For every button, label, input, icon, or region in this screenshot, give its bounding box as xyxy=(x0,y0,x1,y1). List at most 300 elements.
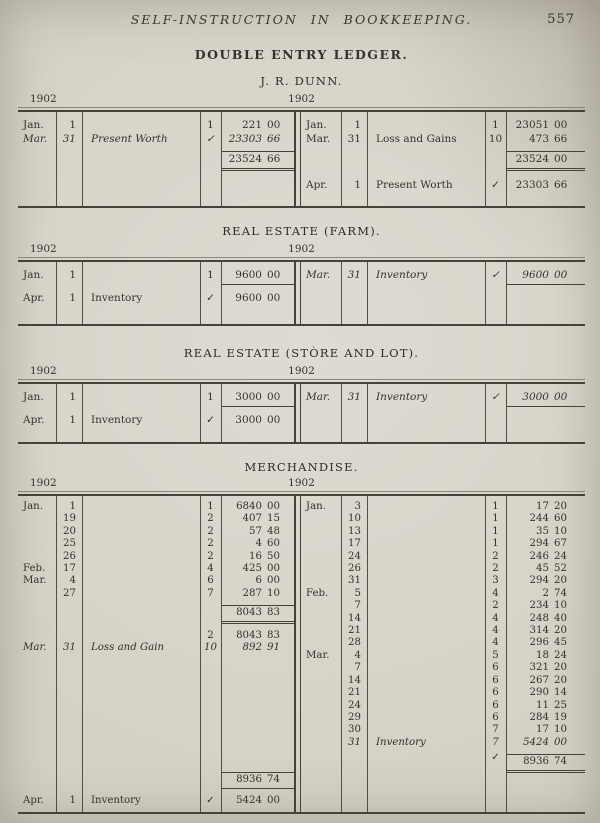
account-section-jr-dunn xyxy=(18,74,585,210)
amount-dollars: 5424 xyxy=(236,794,262,806)
amount-dollars: 3000 xyxy=(522,391,549,403)
amount-dollars: 17 xyxy=(536,724,549,736)
month-cell xyxy=(301,700,341,712)
account-title: MERCHANDISE. xyxy=(244,460,359,474)
day-cell: 3 xyxy=(354,501,361,512)
vertical-rule xyxy=(56,384,57,442)
amount-dollars: 221 xyxy=(241,119,262,131)
day-cell xyxy=(56,149,82,172)
day-cell: 10 xyxy=(348,513,361,525)
folio-cell: ✓ xyxy=(206,413,215,426)
description-cell xyxy=(367,700,485,712)
folio-cell: 10 xyxy=(488,132,503,145)
amount-dollars: 35 xyxy=(536,525,549,537)
amount-dollars: 284 xyxy=(529,711,549,723)
ledger-body xyxy=(18,262,585,324)
amount-cents: 00 xyxy=(267,291,281,304)
month-cell: Jan. xyxy=(23,269,44,281)
day-cell: 4 xyxy=(354,649,361,661)
day-cell xyxy=(341,149,367,172)
amount-cell xyxy=(506,662,585,674)
vertical-rule xyxy=(221,112,222,206)
credit-rows xyxy=(301,384,585,407)
description-cell xyxy=(367,575,485,587)
month-cell xyxy=(18,551,56,563)
description-cell: Loss and Gain xyxy=(91,642,165,654)
amount-cents: 20 xyxy=(554,625,567,637)
amount-dollars: 3000 xyxy=(235,413,262,426)
amount-dollars: 9600 xyxy=(235,291,262,304)
ledger-row xyxy=(18,588,294,600)
ledger-row xyxy=(18,269,294,285)
month-cell: Apr. xyxy=(23,794,44,806)
description-cell xyxy=(367,538,485,550)
year-label-center: 1902 xyxy=(288,365,315,377)
ledger-row xyxy=(301,133,585,147)
description-cell xyxy=(367,513,485,525)
amount-dollars: 892 xyxy=(242,642,262,654)
amount-cents: 74 xyxy=(554,756,567,768)
day-cell: 13 xyxy=(348,525,361,537)
center-double-rule xyxy=(294,384,301,442)
vertical-rule xyxy=(485,496,486,812)
folio-cell: 4 xyxy=(207,563,214,575)
amount-cell xyxy=(221,575,294,587)
folio-cell: 2 xyxy=(207,629,214,641)
account-title: REAL ESTATE (STÒRE AND LOT). xyxy=(183,346,420,360)
credit-side xyxy=(301,262,585,324)
description-cell xyxy=(82,149,200,172)
amount-cell xyxy=(506,700,585,712)
month-cell xyxy=(18,603,56,624)
description-cell xyxy=(82,551,200,563)
ledger-row xyxy=(301,650,585,662)
amount-cents: 00 xyxy=(554,153,568,165)
amount-cents: 00 xyxy=(554,391,568,403)
center-double-rule xyxy=(294,112,301,206)
amount-cents: 48 xyxy=(267,525,280,537)
amount-cell xyxy=(221,513,294,525)
ledger-row xyxy=(301,600,585,612)
amount-cents: 00 xyxy=(267,269,281,281)
folio-cell: 2 xyxy=(207,513,214,525)
amount-cents: 24 xyxy=(554,649,567,661)
description-cell xyxy=(82,119,200,133)
amount-dollars: 9600 xyxy=(522,269,549,281)
description-cell xyxy=(82,588,200,600)
year-row xyxy=(18,477,585,490)
day-cell: 1 xyxy=(69,269,76,281)
amount-dollars: 4 xyxy=(255,538,262,550)
amount-dollars: 23524 xyxy=(228,153,262,165)
month-cell xyxy=(18,538,56,550)
month-cell xyxy=(301,712,341,724)
month-cell xyxy=(301,675,341,687)
ledger-row xyxy=(301,712,585,724)
credit-side xyxy=(301,496,585,812)
amount-cents: 00 xyxy=(267,794,280,806)
folio-cell xyxy=(200,603,221,624)
amount-cents: 60 xyxy=(267,538,280,550)
amount-cell xyxy=(221,414,294,428)
amount-cents: 00 xyxy=(554,269,568,281)
credit-rows xyxy=(301,496,585,774)
debit-rows xyxy=(18,262,294,305)
vertical-rule xyxy=(341,262,342,324)
year-label-left: 1902 xyxy=(30,477,57,489)
description-cell xyxy=(367,662,485,674)
amount-cell xyxy=(221,501,294,513)
vertical-rule xyxy=(506,384,507,442)
ledger-row xyxy=(301,613,585,625)
day-cell: 21 xyxy=(348,625,361,637)
folio-cell: ✓ xyxy=(491,269,500,281)
amount-cell xyxy=(506,724,585,736)
month-cell: Jan. xyxy=(306,119,327,131)
folio-cell: 4 xyxy=(492,637,499,649)
folio-cell: ✓ xyxy=(491,178,500,191)
ledger-row xyxy=(301,637,585,649)
amount-cell xyxy=(506,737,585,749)
folio-cell: 1 xyxy=(492,119,499,131)
day-cell: 31 xyxy=(347,391,361,403)
description-cell xyxy=(367,563,485,575)
amount-dollars: 5424 xyxy=(523,736,549,748)
ledger-row xyxy=(18,149,294,172)
vertical-rule xyxy=(200,496,201,812)
month-cell: Mar. xyxy=(23,642,47,654)
amount-dollars: 314 xyxy=(529,625,549,637)
month-cell xyxy=(18,526,56,538)
year-label-center: 1902 xyxy=(288,477,315,489)
ledger-row xyxy=(301,551,585,563)
day-cell: 31 xyxy=(62,132,76,145)
amount-cell xyxy=(506,754,585,772)
amount-dollars: 6 xyxy=(255,575,262,587)
folio-cell: 1 xyxy=(492,501,499,512)
vertical-rule xyxy=(506,112,507,206)
amount-cell xyxy=(506,151,585,171)
amount-dollars: 407 xyxy=(242,513,262,525)
amount-cents: 15 xyxy=(267,513,280,525)
vertical-rule xyxy=(485,384,486,442)
amount-dollars: 23303 xyxy=(515,178,549,191)
amount-cents: 20 xyxy=(554,662,567,674)
month-cell xyxy=(301,600,341,612)
account-title: REAL ESTATE (FARM). xyxy=(222,224,381,238)
amount-dollars: 8936 xyxy=(523,756,549,768)
ledger-row xyxy=(18,630,294,642)
month-cell xyxy=(18,588,56,600)
vertical-rule xyxy=(56,112,57,206)
day-cell: 1 xyxy=(69,794,76,806)
folio-cell: 7 xyxy=(207,587,214,599)
account-section-merchandise xyxy=(18,460,585,816)
vertical-rule xyxy=(200,112,201,206)
credit-side xyxy=(301,384,585,442)
description-cell: Inventory xyxy=(91,291,143,304)
folio-cell: 4 xyxy=(492,587,499,599)
day-cell: 1 xyxy=(69,413,76,426)
amount-cents: 00 xyxy=(267,575,280,587)
amount-cents: 00 xyxy=(554,119,568,131)
amount-dollars: 11 xyxy=(536,699,549,711)
amount-cell xyxy=(221,563,294,575)
folio-cell: 6 xyxy=(492,711,499,723)
day-cell: 19 xyxy=(63,513,76,525)
ledger-row xyxy=(301,391,585,407)
amount-dollars: 8043 xyxy=(236,607,262,619)
month-cell: Mar. xyxy=(306,132,331,145)
amount-dollars: 234 xyxy=(529,600,549,612)
month-cell xyxy=(18,630,56,642)
amount-cell xyxy=(506,600,585,612)
month-cell: Jan. xyxy=(23,119,44,131)
running-head-row xyxy=(18,12,585,29)
description-cell xyxy=(367,724,485,736)
description-cell xyxy=(367,712,485,724)
description-cell xyxy=(82,770,200,788)
ledger-row xyxy=(301,538,585,550)
debit-side xyxy=(18,496,294,812)
amount-cents: 10 xyxy=(267,587,280,599)
folio-cell: ✓ xyxy=(491,752,500,764)
month-cell: Mar. xyxy=(306,649,330,661)
description-cell xyxy=(82,501,200,513)
amount-cents: 52 xyxy=(554,563,567,575)
amount-dollars: 294 xyxy=(529,538,549,550)
ledger-row xyxy=(18,501,294,513)
day-cell: 24 xyxy=(348,550,361,562)
ledger-row xyxy=(301,513,585,525)
day-cell: 17 xyxy=(348,538,361,550)
folio-cell: 2 xyxy=(207,525,214,537)
ledger-table xyxy=(18,257,585,328)
description-cell xyxy=(367,551,485,563)
ledger-row xyxy=(301,724,585,736)
folio-cell: ✓ xyxy=(206,794,215,806)
description-cell xyxy=(367,501,485,513)
amount-cell xyxy=(506,501,585,513)
debit-rows xyxy=(18,112,294,172)
amount-cell xyxy=(221,605,294,623)
month-cell xyxy=(301,575,341,587)
ledger-row xyxy=(301,700,585,712)
amount-cents: 10 xyxy=(554,600,567,612)
vertical-rule xyxy=(200,384,201,442)
ledger-row xyxy=(18,603,294,624)
amount-cell xyxy=(506,133,585,147)
day-cell: 17 xyxy=(63,563,76,575)
day-cell: 29 xyxy=(348,711,361,723)
vertical-rule xyxy=(341,112,342,206)
vertical-rule xyxy=(82,384,83,442)
month-cell xyxy=(301,513,341,525)
day-cell: 5 xyxy=(354,587,361,599)
month-cell: Apr. xyxy=(23,413,45,426)
description-cell: Inventory xyxy=(376,391,428,403)
debit-side xyxy=(18,384,294,442)
amount-cell xyxy=(221,642,294,654)
day-cell xyxy=(56,603,82,624)
folio-cell: 2 xyxy=(207,538,214,550)
amount-dollars: 8936 xyxy=(236,774,262,786)
amount-cell xyxy=(221,538,294,550)
vertical-rule xyxy=(341,384,342,442)
ledger-body xyxy=(18,496,585,812)
folio-cell: 6 xyxy=(207,575,214,587)
month-cell: Apr. xyxy=(23,291,45,304)
amount-cents: 66 xyxy=(554,178,568,191)
vertical-rule xyxy=(221,384,222,442)
month-cell xyxy=(301,662,341,674)
ledger-table xyxy=(18,379,585,446)
amount-cell xyxy=(221,588,294,600)
amount-cell xyxy=(506,391,585,407)
center-double-rule xyxy=(294,262,301,324)
month-cell xyxy=(301,538,341,550)
ledger-table xyxy=(18,107,585,210)
amount-dollars: 23524 xyxy=(515,153,549,165)
ledger-row-spacer xyxy=(18,654,294,770)
description-cell: Present Worth xyxy=(91,132,168,145)
day-cell: 7 xyxy=(354,662,361,674)
folio-cell: 7 xyxy=(492,724,499,736)
description-cell xyxy=(367,675,485,687)
amount-cents: 66 xyxy=(267,153,281,165)
vertical-rule xyxy=(200,262,201,324)
folio-cell: 4 xyxy=(492,612,499,624)
ledger-row xyxy=(301,588,585,600)
debit-side xyxy=(18,112,294,206)
amount-cell xyxy=(506,179,585,193)
vertical-rule xyxy=(56,262,57,324)
amount-cents: 60 xyxy=(554,513,567,525)
folio-cell: ✓ xyxy=(206,132,215,145)
month-cell: Mar. xyxy=(23,132,48,145)
folio-cell: 1 xyxy=(492,538,499,550)
amount-dollars: 17 xyxy=(536,501,549,512)
vertical-rule xyxy=(221,496,222,812)
ledger-row xyxy=(301,675,585,687)
amount-dollars: 18 xyxy=(536,649,549,661)
ledger-row xyxy=(301,526,585,538)
amount-cell xyxy=(221,119,294,133)
amount-cell xyxy=(506,687,585,699)
day-cell: 31 xyxy=(347,269,361,281)
amount-cents: 20 xyxy=(554,501,567,512)
month-cell xyxy=(301,149,341,172)
ledger-row xyxy=(18,563,294,575)
amount-cell xyxy=(506,575,585,587)
folio-cell xyxy=(200,770,221,788)
vertical-rule xyxy=(506,496,507,812)
ledger-row xyxy=(18,551,294,563)
amount-dollars: 6840 xyxy=(236,501,262,512)
amount-cell xyxy=(221,630,294,642)
amount-cell xyxy=(506,551,585,563)
month-cell xyxy=(301,613,341,625)
running-head: SELF-INSTRUCTION IN BOOKKEEPING. xyxy=(130,12,473,27)
vertical-rule xyxy=(221,262,222,324)
account-section-real-estate-farm xyxy=(18,224,585,328)
folio-cell: 6 xyxy=(492,674,499,686)
day-cell: 1 xyxy=(354,178,361,191)
month-cell: Apr. xyxy=(306,178,328,191)
amount-cents: 00 xyxy=(267,563,280,575)
folio-cell: 1 xyxy=(492,525,499,537)
description-cell xyxy=(367,687,485,699)
amount-cell xyxy=(221,795,294,807)
amount-dollars: 45 xyxy=(536,563,549,575)
amount-cell xyxy=(221,526,294,538)
amount-dollars: 248 xyxy=(529,612,549,624)
year-row xyxy=(18,243,585,256)
amount-dollars: 57 xyxy=(249,525,262,537)
credit-rows xyxy=(301,262,585,285)
month-cell: Mar. xyxy=(306,391,331,403)
month-cell xyxy=(301,526,341,538)
vertical-rule xyxy=(506,262,507,324)
day-cell: 14 xyxy=(348,674,361,686)
ledger-row xyxy=(18,513,294,525)
vertical-rule xyxy=(367,112,368,206)
day-cell: 21 xyxy=(348,687,361,699)
folio-cell: 6 xyxy=(492,662,499,674)
month-cell xyxy=(301,737,341,749)
folio-cell: ✓ xyxy=(206,291,215,304)
folio-cell: 2 xyxy=(207,550,214,562)
folio-cell: 5 xyxy=(492,649,499,661)
center-double-rule xyxy=(294,496,301,812)
amount-cents: 74 xyxy=(267,774,280,786)
folio-cell xyxy=(200,149,221,172)
amount-cell xyxy=(221,133,294,147)
month-cell: Mar. xyxy=(306,269,331,281)
amount-cents: 19 xyxy=(554,711,567,723)
vertical-rule xyxy=(485,262,486,324)
amount-dollars: 246 xyxy=(529,550,549,562)
amount-dollars: 3000 xyxy=(235,391,262,403)
description-cell: Present Worth xyxy=(376,178,453,191)
description-cell xyxy=(367,752,485,773)
amount-dollars: 8043 xyxy=(236,629,262,641)
year-label-center: 1902 xyxy=(288,243,315,255)
folio-cell: 2 xyxy=(492,600,499,612)
description-cell xyxy=(82,630,200,642)
month-cell: Mar. xyxy=(23,575,47,587)
day-cell xyxy=(56,630,82,642)
credit-side xyxy=(301,112,585,206)
description-cell xyxy=(367,637,485,649)
day-cell: 31 xyxy=(347,132,361,145)
amount-cell xyxy=(506,513,585,525)
amount-cell xyxy=(221,772,294,788)
folio-cell: 10 xyxy=(204,642,217,654)
amount-cell xyxy=(506,625,585,637)
amount-cents: 00 xyxy=(554,736,567,748)
folio-cell: 1 xyxy=(207,119,214,131)
debit-rows xyxy=(18,384,294,427)
amount-cents: 67 xyxy=(554,538,567,550)
month-cell: Feb. xyxy=(23,563,46,575)
day-cell: 26 xyxy=(348,563,361,575)
vertical-rule xyxy=(82,112,83,206)
amount-cell xyxy=(506,650,585,662)
month-cell: Feb. xyxy=(306,587,329,599)
amount-cents: 45 xyxy=(554,637,567,649)
description-cell xyxy=(367,625,485,637)
